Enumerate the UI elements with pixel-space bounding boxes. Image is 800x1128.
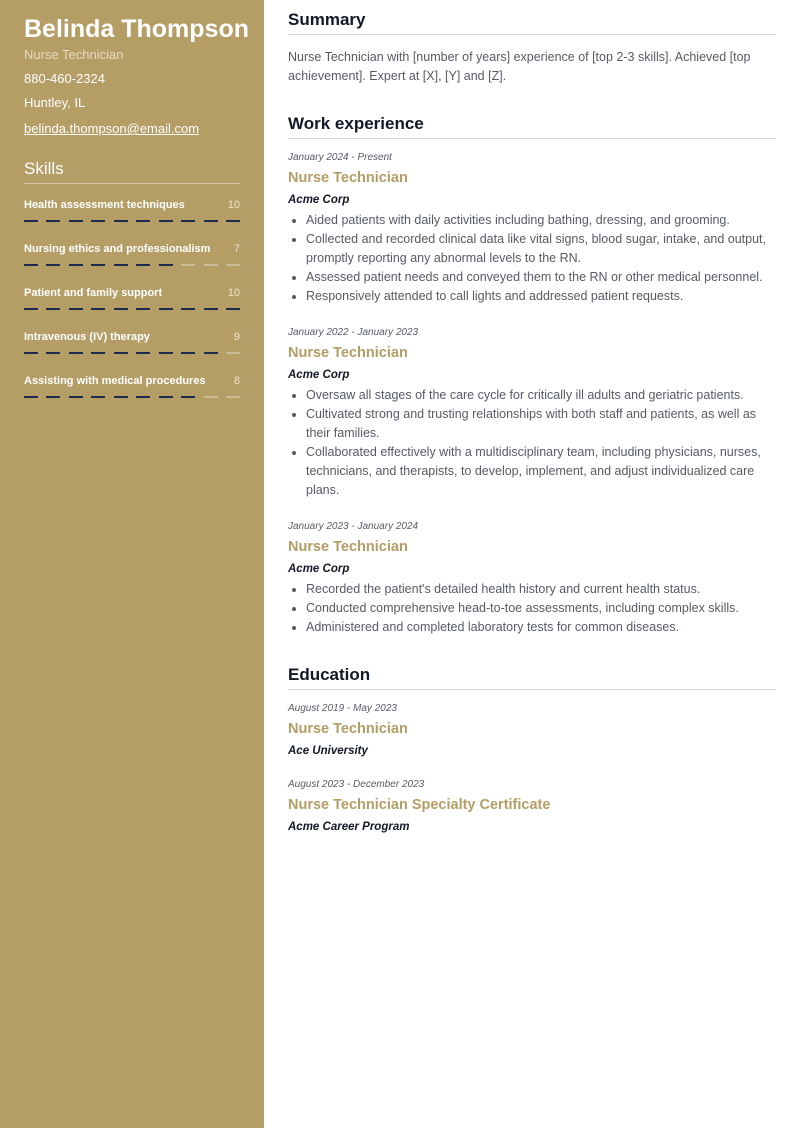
skill-item — [24, 330, 240, 374]
skill-dash-filled — [46, 264, 60, 266]
skill-dash-filled — [46, 396, 60, 398]
skill-dash-empty — [181, 264, 195, 266]
skill-dash-filled — [181, 396, 195, 398]
skills-heading: Skills — [24, 159, 240, 184]
skill-dash-filled — [181, 308, 195, 310]
skill-meter — [24, 264, 240, 267]
skill-dash-filled — [69, 220, 83, 222]
skill-dash-empty — [226, 264, 240, 266]
skill-item — [24, 286, 240, 330]
skill-score: 8 — [233, 375, 240, 387]
skill-dash-filled — [181, 220, 195, 222]
skill-dash-filled — [91, 264, 105, 266]
skill-dash-filled — [114, 308, 128, 310]
skill-name: Intravenous (IV) therapy — [24, 331, 150, 343]
skill-dash-filled — [204, 352, 218, 354]
job-bullet: • Aided patients with daily activities including bathing, dressing, and grooming. — [306, 211, 776, 230]
skill-dash-filled — [91, 308, 105, 310]
skill-name: Nursing ethics and professionalism — [24, 243, 211, 255]
skill-dash-filled — [159, 352, 173, 354]
job-bullet: • Recorded the patient's detailed health history and current health status. — [306, 580, 776, 599]
job-bullet: • Collaborated effectively with a multidisciplinary team, including physicians, nurses, technicians, and therapists, to develop, implement, and adjust individualized care plans. — [306, 443, 776, 500]
skill-meter — [24, 396, 240, 399]
skill-name: Health assessment techniques — [24, 199, 185, 211]
education-section — [288, 665, 776, 834]
skill-dash-filled — [204, 308, 218, 310]
skill-name: Assisting with medical procedures — [24, 375, 206, 387]
job-date: January 2023 - January 2024 — [288, 521, 419, 532]
job-bullet: • Conducted comprehensive head-to-toe assessments, including complex skills. — [306, 599, 776, 618]
education-date: August 2019 - May 2023 — [288, 703, 397, 714]
skill-dash-filled — [159, 308, 173, 310]
job-company: Acme Corp — [288, 563, 350, 575]
skill-dash-filled — [69, 396, 83, 398]
education-entry — [288, 778, 776, 834]
skill-item — [24, 198, 240, 242]
job-bullet: • Cultivated strong and trusting relationships with both staff and patients, as well as their families. — [306, 405, 776, 443]
skill-name: Patient and family support — [24, 287, 163, 299]
education-date: August 2023 - December 2023 — [288, 779, 425, 790]
education-heading: Education — [288, 665, 776, 690]
job-date: January 2024 - Present — [288, 152, 392, 163]
skill-dash-filled — [91, 352, 105, 354]
email-link[interactable]: belinda.thompson@email.com — [24, 121, 200, 136]
job-entry — [288, 326, 776, 500]
skill-dash-filled — [159, 396, 173, 398]
skill-dash-filled — [136, 396, 150, 398]
skill-dash-filled — [24, 308, 38, 310]
skill-meter — [24, 352, 240, 355]
skill-dash-filled — [24, 220, 38, 222]
skill-dash-filled — [24, 352, 38, 354]
summary-text: Nurse Technician with [number of years] experience of [top 2-3 skills]. Achieved [top achievement]. Expert at [X], [Y] and [Z]. — [288, 50, 751, 83]
skill-dash-filled — [24, 264, 38, 266]
skill-dash-filled — [114, 396, 128, 398]
skill-meter — [24, 308, 240, 311]
skill-dash-filled — [136, 352, 150, 354]
sidebar — [0, 0, 264, 1128]
skill-dash-filled — [24, 396, 38, 398]
main-content — [288, 10, 776, 834]
skill-dash-empty — [204, 264, 218, 266]
skill-dash-empty — [204, 396, 218, 398]
skill-score: 9 — [233, 331, 240, 343]
candidate-role: Nurse Technician — [24, 47, 124, 62]
skill-dash-empty — [226, 396, 240, 398]
summary-heading: Summary — [288, 10, 776, 35]
phone-number: 880-460-2324 — [24, 71, 105, 86]
skill-dash-filled — [69, 308, 83, 310]
skill-dash-filled — [91, 220, 105, 222]
skill-dash-filled — [181, 352, 195, 354]
job-bullet: • Administered and completed laboratory tests for common diseases. — [306, 618, 776, 637]
skill-dash-filled — [136, 220, 150, 222]
job-title: Nurse Technician — [288, 170, 408, 186]
skill-dash-filled — [46, 308, 60, 310]
job-company: Acme Corp — [288, 194, 350, 206]
summary-section — [288, 10, 776, 86]
skill-dash-filled — [46, 352, 60, 354]
work-section — [288, 114, 776, 637]
skill-score: 7 — [233, 243, 240, 255]
job-bullet: • Oversaw all stages of the care cycle for critically ill adults and geriatric patients. — [306, 386, 776, 405]
skill-dash-filled — [114, 352, 128, 354]
skill-dash-filled — [136, 264, 150, 266]
job-bullet: • Responsively attended to call lights and addressed patient requests. — [306, 287, 776, 306]
job-bullet: • Collected and recorded clinical data like vital signs, blood sugar, intake, and output, promptly reporting any abnormal levels to the RN. — [306, 230, 776, 268]
job-entry — [288, 151, 776, 306]
skills-list — [24, 198, 240, 418]
skill-dash-filled — [204, 220, 218, 222]
education-entry — [288, 702, 776, 758]
education-school: Acme Career Program — [288, 821, 410, 833]
job-date: January 2022 - January 2023 — [288, 327, 419, 338]
skill-dash-filled — [226, 220, 240, 222]
skill-dash-filled — [159, 264, 173, 266]
skill-dash-filled — [69, 264, 83, 266]
skill-dash-filled — [91, 396, 105, 398]
job-bullets — [288, 580, 776, 637]
job-bullets — [288, 211, 776, 306]
skill-dash-filled — [159, 220, 173, 222]
skill-dash-empty — [226, 352, 240, 354]
job-bullet: • Assessed patient needs and conveyed them to the RN or other medical personnel. — [306, 268, 776, 287]
job-bullets — [288, 386, 776, 500]
job-company: Acme Corp — [288, 369, 350, 381]
skill-dash-filled — [226, 308, 240, 310]
location: Huntley, IL — [24, 95, 86, 110]
job-entry — [288, 520, 776, 637]
work-heading: Work experience — [288, 114, 776, 139]
skill-meter — [24, 220, 240, 223]
job-title: Nurse Technician — [288, 345, 408, 361]
skill-dash-filled — [46, 220, 60, 222]
candidate-name: Belinda Thompson — [24, 15, 249, 43]
skill-item — [24, 374, 240, 418]
skill-dash-filled — [136, 308, 150, 310]
skill-dash-filled — [114, 220, 128, 222]
education-title: Nurse Technician — [288, 721, 408, 737]
skill-dash-filled — [114, 264, 128, 266]
skill-score: 10 — [227, 287, 240, 299]
skill-score: 10 — [227, 199, 240, 211]
skill-item — [24, 242, 240, 286]
skill-dash-filled — [69, 352, 83, 354]
education-title: Nurse Technician Specialty Certificate — [288, 797, 551, 813]
job-title: Nurse Technician — [288, 539, 408, 555]
education-school: Ace University — [288, 745, 368, 757]
